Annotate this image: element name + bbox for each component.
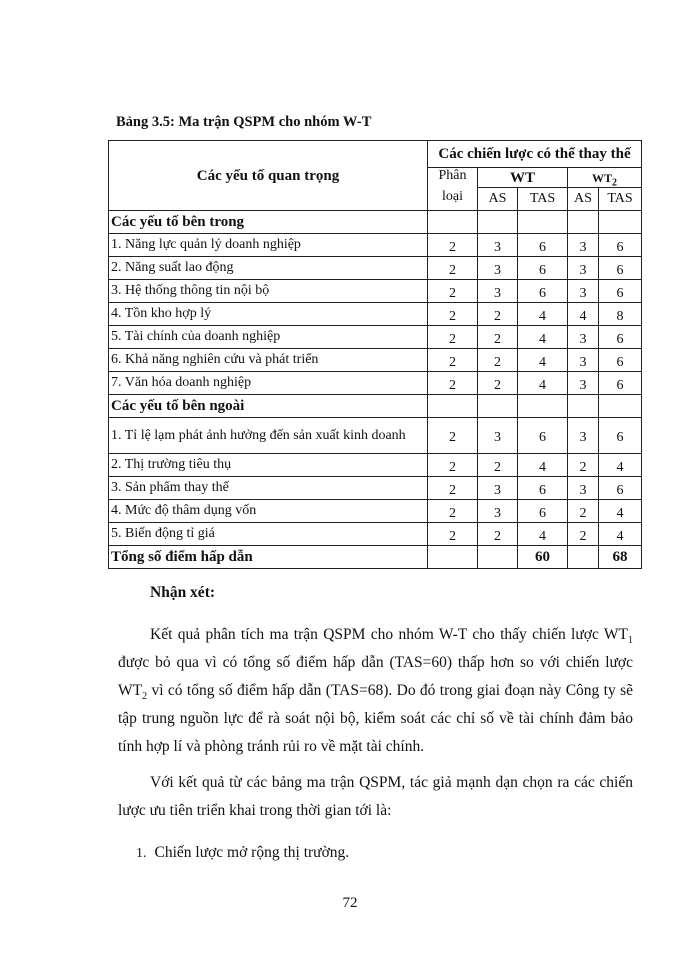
cell-tas2: 6 bbox=[599, 326, 642, 349]
factor-name: 2. Thị trường tiêu thụ bbox=[109, 454, 428, 477]
list-item: 1. Chiến lược mở rộng thị trường. bbox=[136, 844, 350, 861]
cell-w: 2 bbox=[428, 454, 478, 477]
cell-tas1: 4 bbox=[518, 523, 568, 546]
cell-tas2: 4 bbox=[599, 500, 642, 523]
cell-w: 2 bbox=[428, 326, 478, 349]
cell-as1: 2 bbox=[478, 349, 518, 372]
cell-as2: 3 bbox=[568, 280, 599, 303]
cell-tas2: 6 bbox=[599, 349, 642, 372]
table-row bbox=[109, 500, 642, 523]
cell-as1: 3 bbox=[478, 418, 518, 454]
cell-as2: 3 bbox=[568, 234, 599, 257]
cell-as1: 2 bbox=[478, 326, 518, 349]
header-tas2: TAS bbox=[599, 188, 642, 211]
cell-as2: 3 bbox=[568, 477, 599, 500]
cell-as1: 2 bbox=[478, 454, 518, 477]
cell-tas1: 4 bbox=[518, 372, 568, 395]
cell-tas2: 6 bbox=[599, 257, 642, 280]
section-heading: Các yếu tố bên ngoài bbox=[109, 395, 428, 418]
cell-tas1: 6 bbox=[518, 234, 568, 257]
cell-w: 2 bbox=[428, 257, 478, 280]
remark-heading: Nhận xét: bbox=[150, 584, 216, 601]
cell-tas2: 4 bbox=[599, 523, 642, 546]
page-number: 72 bbox=[342, 895, 358, 911]
cell-tas1: 6 bbox=[518, 257, 568, 280]
factor-name: 1. Tỉ lệ lạm phát ảnh hưởng đến sản xuất kinh doanh bbox=[109, 418, 428, 454]
header-strategies: Các chiến lược có thể thay thế bbox=[428, 141, 642, 168]
cell-w: 2 bbox=[428, 477, 478, 500]
header-as1: AS bbox=[478, 188, 518, 211]
cell-as1: 3 bbox=[478, 234, 518, 257]
table-row bbox=[109, 257, 642, 280]
header-as2: AS bbox=[568, 188, 599, 211]
table-row bbox=[109, 280, 642, 303]
cell-w: 2 bbox=[428, 500, 478, 523]
cell-as2: 3 bbox=[568, 349, 599, 372]
cell-w: 2 bbox=[428, 280, 478, 303]
table-row bbox=[109, 372, 642, 395]
cell-as1: 3 bbox=[478, 500, 518, 523]
cell-tas1: 4 bbox=[518, 303, 568, 326]
table-row bbox=[109, 477, 642, 500]
factor-name: 6. Khả năng nghiên cứu và phát triển bbox=[109, 349, 428, 372]
cell-w: 2 bbox=[428, 303, 478, 326]
factor-name: 2. Năng suất lao động bbox=[109, 257, 428, 280]
cell-tas2: 6 bbox=[599, 280, 642, 303]
cell-w: 2 bbox=[428, 523, 478, 546]
header-wt2: $WT_2$ bbox=[568, 168, 642, 188]
header-weight: Phân loại bbox=[428, 168, 478, 211]
cell-tas2: 6 bbox=[599, 372, 642, 395]
table-row bbox=[109, 349, 642, 372]
cell-w: 2 bbox=[428, 349, 478, 372]
cell-tas1: 6 bbox=[518, 280, 568, 303]
cell-tas1: 6 bbox=[518, 500, 568, 523]
table-row bbox=[109, 303, 642, 326]
factor-name: 5. Biến động tỉ giá bbox=[109, 523, 428, 546]
cell-as1: 2 bbox=[478, 523, 518, 546]
qspm-table bbox=[108, 140, 642, 569]
factor-name: 5. Tài chính của doanh nghiệp bbox=[109, 326, 428, 349]
cell-as2: 2 bbox=[568, 454, 599, 477]
cell-w: 2 bbox=[428, 418, 478, 454]
cell-w: 2 bbox=[428, 372, 478, 395]
total-tas2: 68 bbox=[599, 546, 642, 569]
cell-as1: 2 bbox=[478, 303, 518, 326]
factor-name: 3. Sản phẩm thay thế bbox=[109, 477, 428, 500]
cell-tas2: 8 bbox=[599, 303, 642, 326]
factor-name: 4. Tồn kho hợp lý bbox=[109, 303, 428, 326]
factor-name: 3. Hệ thống thông tin nội bộ bbox=[109, 280, 428, 303]
cell-as2: 2 bbox=[568, 500, 599, 523]
cell-tas2: 4 bbox=[599, 454, 642, 477]
table-row bbox=[109, 418, 642, 454]
cell-as2: 3 bbox=[568, 257, 599, 280]
cell-tas1: 4 bbox=[518, 454, 568, 477]
factor-name: 4. Mức độ thâm dụng vốn bbox=[109, 500, 428, 523]
cell-as2: 3 bbox=[568, 372, 599, 395]
table-row bbox=[109, 326, 642, 349]
cell-as1: 3 bbox=[478, 257, 518, 280]
cell-as2: 3 bbox=[568, 326, 599, 349]
factor-name: 1. Năng lực quản lý doanh nghiệp bbox=[109, 234, 428, 257]
paragraph-1: Kết quả phân tích ma trận QSPM cho nhóm W-T cho thấy chiến lược $WT_1$ được bỏ qua vì có tổng số điểm hấp dẫn (TAS=60) thấp hơn so với chiến lược $WT_2$ vì có tổng số điểm hấp dẫn (TAS=68). Do đó trong giai đoạn này Công ty sẽ tập trung nguồn lực để rà soát nội bộ, kiểm soát các chỉ số về tài chính đảm bảo tính hợp lí và phòng tránh rủi ro về mặt tài chính. bbox=[118, 626, 633, 755]
header-factor: Các yếu tố quan trọng bbox=[109, 141, 428, 211]
section-heading-row bbox=[109, 211, 642, 234]
total-row bbox=[109, 546, 642, 569]
cell-tas1: 6 bbox=[518, 418, 568, 454]
header-wt1: WT bbox=[478, 168, 568, 188]
cell-tas2: 6 bbox=[599, 477, 642, 500]
table-caption: Bảng 3.5: Ma trận QSPM cho nhóm W-T bbox=[116, 114, 372, 130]
cell-tas1: 4 bbox=[518, 326, 568, 349]
table-row bbox=[109, 454, 642, 477]
cell-as1: 3 bbox=[478, 280, 518, 303]
header-tas1: TAS bbox=[518, 188, 568, 211]
paragraph-2: Với kết quả từ các bảng ma trận QSPM, tác giả mạnh dạn chọn ra các chiến lược ưu tiên triển khai trong thời gian tới là: bbox=[118, 774, 633, 819]
cell-tas1: 6 bbox=[518, 477, 568, 500]
cell-tas2: 6 bbox=[599, 234, 642, 257]
cell-as2: 3 bbox=[568, 418, 599, 454]
factor-name: 7. Văn hóa doanh nghiệp bbox=[109, 372, 428, 395]
cell-as1: 3 bbox=[478, 477, 518, 500]
table-row bbox=[109, 523, 642, 546]
cell-as2: 2 bbox=[568, 523, 599, 546]
total-label: Tổng số điểm hấp dẫn bbox=[109, 546, 428, 569]
cell-as2: 4 bbox=[568, 303, 599, 326]
section-heading-row bbox=[109, 395, 642, 418]
cell-tas2: 6 bbox=[599, 418, 642, 454]
total-tas1: 60 bbox=[518, 546, 568, 569]
table-row bbox=[109, 234, 642, 257]
cell-tas1: 4 bbox=[518, 349, 568, 372]
cell-w: 2 bbox=[428, 234, 478, 257]
cell-as1: 2 bbox=[478, 372, 518, 395]
section-heading: Các yếu tố bên trong bbox=[109, 211, 428, 234]
